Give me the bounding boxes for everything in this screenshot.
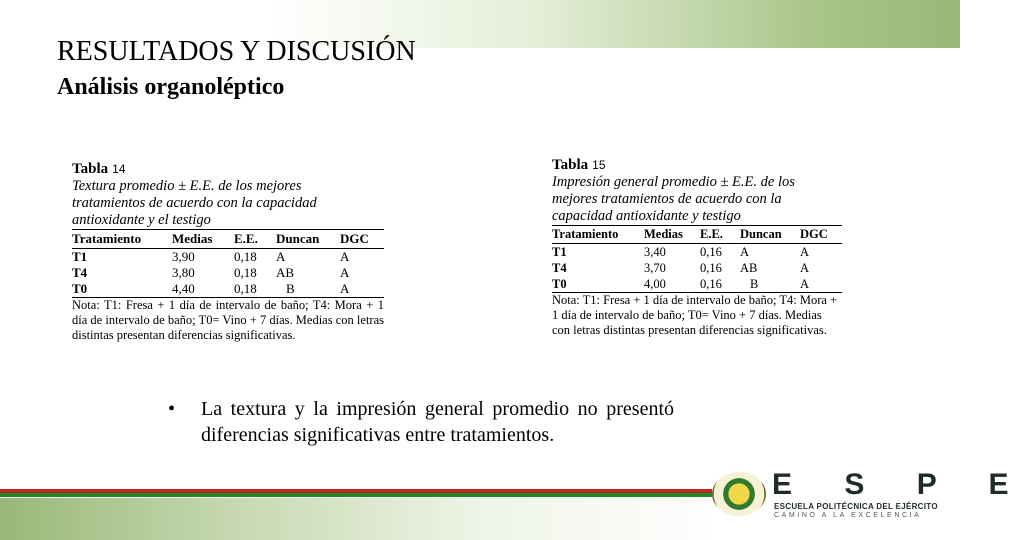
table-14 xyxy=(72,160,384,343)
table-15-caption-line: Impresión general promedio ± E.E. de los xyxy=(552,174,795,190)
table-15-grid xyxy=(552,225,842,293)
table-cell: 3,80 xyxy=(172,265,195,280)
table-15-caption-word: Tabla xyxy=(552,157,589,173)
table-cell: T4 xyxy=(72,265,88,280)
table-row xyxy=(72,265,384,281)
table-cell: 0,18 xyxy=(234,249,257,264)
table-cell: B xyxy=(740,276,800,293)
logo-wordmark: E S P E xyxy=(772,468,1031,501)
university-seal-icon xyxy=(712,472,766,516)
table-row xyxy=(72,281,384,298)
table-cell: 0,18 xyxy=(234,281,276,298)
bullet-point xyxy=(168,396,674,448)
table-14-caption-line: antioxidante y el testigo xyxy=(72,212,211,228)
table-14-caption xyxy=(72,160,384,178)
slide-subtitle: Análisis organoléptico xyxy=(57,74,285,100)
table-cell: A xyxy=(800,261,810,275)
table-14-caption-word: Tabla xyxy=(72,161,109,177)
table-15-caption xyxy=(552,156,842,174)
table-14-caption-line: tratamientos de acuerdo con la capacidad xyxy=(72,195,317,211)
column-header: E.E. xyxy=(700,226,740,244)
column-header: Tratamiento xyxy=(552,226,644,244)
table-cell: A xyxy=(740,245,750,259)
table-15-note: Nota: T1: Fresa + 1 día de intervalo de baño; T4: Mora + 1 día de intervalo de baño; T0= Vino + 7 días. Medias con letras distintas presentan diferencias significativas. xyxy=(552,293,838,337)
table-row xyxy=(72,249,384,266)
table-cell: 3,40 xyxy=(644,245,666,259)
table-15-caption-line: capacidad antioxidante y testigo xyxy=(552,208,741,224)
table-cell: 3,90 xyxy=(172,249,195,264)
column-header: Duncan xyxy=(276,230,340,249)
table-cell: A xyxy=(340,265,350,280)
table-cell: T4 xyxy=(552,261,567,275)
logo-motto: CAMINO A LA EXCELENCIA xyxy=(774,512,922,519)
table-cell: A xyxy=(276,249,286,264)
table-14-caption-line: Textura promedio ± E.E. de los mejores xyxy=(72,178,302,194)
table-cell: T0 xyxy=(552,276,644,293)
table-15-caption-number: 15 xyxy=(592,158,606,172)
table-cell: 4,00 xyxy=(644,276,700,293)
table-cell: AB xyxy=(740,261,758,275)
column-header: DGC xyxy=(340,230,384,249)
table-cell: 0,16 xyxy=(700,261,722,275)
table-row xyxy=(552,276,842,293)
table-header-row xyxy=(552,226,842,244)
table-cell: A xyxy=(800,276,842,293)
table-cell: A xyxy=(340,281,384,298)
table-cell: 0,16 xyxy=(700,276,740,293)
table-cell: A xyxy=(800,245,810,259)
bullet-text: La textura y la impresión general promedio no presentó diferencias significativas entre tratamientos. xyxy=(201,398,674,446)
table-15-caption-line: mejores tratamientos de acuerdo con la xyxy=(552,191,782,207)
table-cell: B xyxy=(276,281,340,298)
table-cell: T0 xyxy=(72,281,172,298)
espe-logo xyxy=(706,466,1031,522)
table-cell: 0,18 xyxy=(234,265,257,280)
column-header: Duncan xyxy=(740,226,800,244)
table-header-row xyxy=(72,230,384,249)
column-header: E.E. xyxy=(234,230,276,249)
table-cell: 0,16 xyxy=(700,245,722,259)
column-header: DGC xyxy=(800,226,842,244)
bullet-symbol: • xyxy=(168,398,176,420)
table-row xyxy=(552,260,842,276)
table-14-grid xyxy=(72,229,384,298)
table-cell: T1 xyxy=(72,249,88,264)
slide-title: RESULTADOS Y DISCUSIÓN xyxy=(57,36,416,67)
table-14-caption-number: 14 xyxy=(112,162,126,176)
table-cell: AB xyxy=(276,265,295,280)
footer-green-rule xyxy=(0,493,712,497)
table-cell: T1 xyxy=(552,245,567,259)
table-cell: A xyxy=(340,249,350,264)
table-cell: 4,40 xyxy=(172,281,234,298)
table-cell: 3,70 xyxy=(644,261,666,275)
column-header: Tratamiento xyxy=(72,230,172,249)
table-14-note: Nota: T1: Fresa + 1 día de intervalo de baño; T4: Mora + 1 día de intervalo de baño; T0= Vino + 7 días. Medias con letras distintas presentan diferencias significativas. xyxy=(72,298,384,342)
logo-school-name: ESCUELA POLITÉCNICA DEL EJÉRCITO xyxy=(774,502,938,511)
column-header: Medias xyxy=(644,226,700,244)
column-header: Medias xyxy=(172,230,234,249)
table-15 xyxy=(552,156,842,338)
table-row xyxy=(552,244,842,261)
